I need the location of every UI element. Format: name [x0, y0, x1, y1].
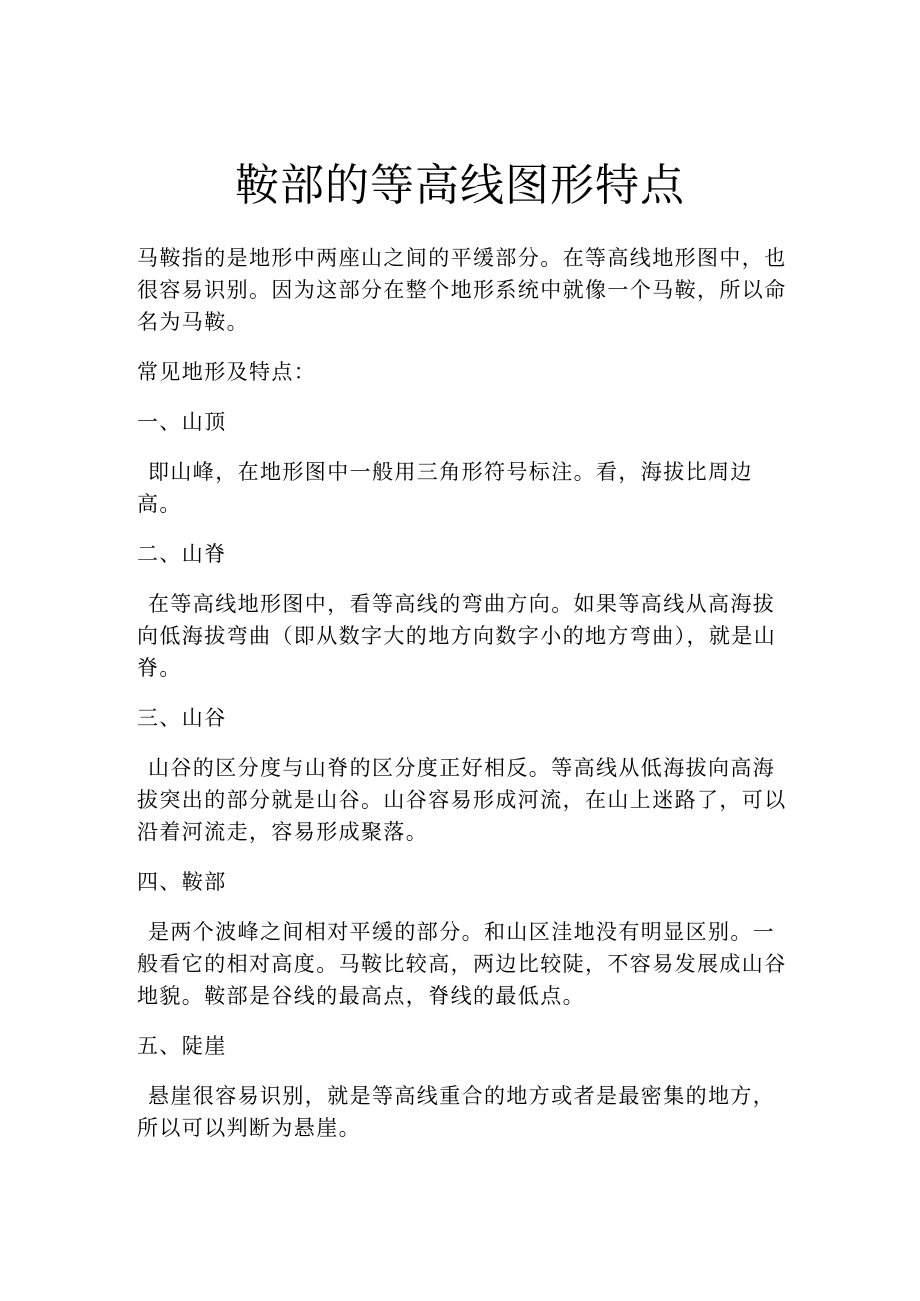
section-text-ridge: 在等高线地形图中，看等高线的弯曲方向。如果等高线从高海拔向低海拔弯曲（即从数字大的地方向数字小的地方弯曲），就是山脊。	[137, 592, 777, 680]
section-heading-summit: 一、山顶	[137, 410, 227, 434]
intro-paragraph: 马鞍指的是地形中两座山之间的平缓部分。在等高线地形图中，也很容易识别。因为这部分在整个地形系统中就像一个马鞍，所以命名为马鞍。	[137, 246, 787, 334]
section-text-valley: 山谷的区分度与山脊的区分度正好相反。等高线从低海拔向高海拔突出的部分就是山谷。山谷容易形成河流，在山上迷路了，可以沿着河流走，容易形成聚落。	[137, 756, 787, 844]
page-title: 鞍部的等高线图形特点	[235, 160, 685, 211]
document-body	[137, 242, 787, 1162]
section-heading-cliff: 五、陡崖	[137, 1034, 227, 1058]
section-text-cliff: 悬崖很容易识别，就是等高线重合的地方或者是最密集的地方，所以可以判断为悬崖。	[137, 1084, 776, 1140]
section-heading-saddle: 四、鞍部	[137, 870, 227, 894]
list-heading: 常见地形及特点：	[137, 360, 317, 384]
section-text-saddle: 是两个波峰之间相对平缓的部分。和山区洼地没有明显区别。一般看它的相对高度。马鞍比较高，两边比较陡，不容易发展成山谷地貌。鞍部是谷线的最高点，脊线的最低点。	[137, 920, 787, 1008]
section-heading-ridge: 二、山脊	[137, 542, 227, 566]
section-heading-valley: 三、山谷	[137, 706, 227, 730]
section-text-summit: 即山峰，在地形图中一般用三角形符号标注。看，海拔比周边高。	[137, 460, 753, 516]
